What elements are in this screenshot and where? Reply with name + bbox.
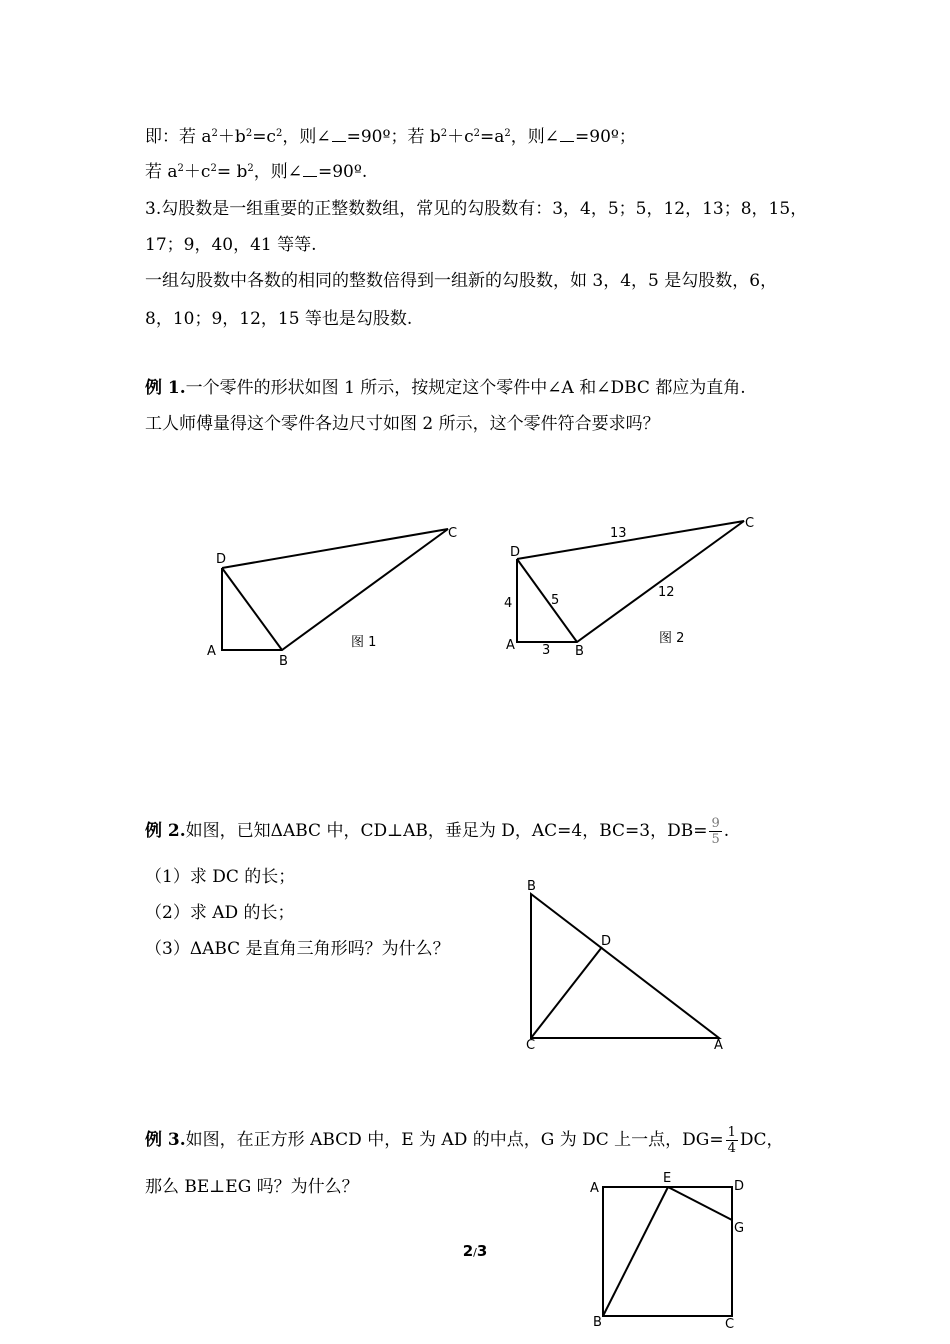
segment-eg [668,1187,732,1220]
figure-1-label-c: C [448,526,458,541]
figure-1-diagonal-db [222,568,282,650]
example-2-question-1: （1）求 DC 的长； [145,867,296,887]
figure-2-length-bc: 12 [658,585,675,600]
figure-2-caption: 图 2 [659,631,685,646]
figure-2-label-c: C [745,516,755,531]
label-c: C [725,1317,735,1332]
example-3-statement: 例 3.如图，在正方形 ABCD 中，E 为 AD 的中点，G 为 DC 上一点，DG= $\frac{1}{4}$ DC， [145,1125,784,1156]
figure-2-label-b: B [575,644,584,659]
figure-1-outline [222,529,448,650]
answer-blank [303,176,317,177]
answer-blank [332,141,346,142]
altitude-cd [531,947,602,1038]
figure-1 [200,515,480,675]
fraction-1-4: $\frac{1}{4}$ [727,1125,736,1156]
figure-2-length-ab: 3 [542,643,551,658]
answer-blank [560,141,574,142]
figure-2-label-d: D [510,545,521,560]
label-g: G [734,1221,745,1236]
pythagorean-triples-line-2: 17；9，40，41 等等. [145,235,317,255]
figure-2 [500,510,770,670]
figure-1-label-b: B [279,654,288,669]
figure-2-outline [517,521,744,642]
example-2-question-3: （3）ΔABC 是直角三角形吗？为什么？ [145,939,450,959]
figure-1-label-d: D [216,552,227,567]
example-3-label: 例 3. [145,1130,186,1150]
triangle-abc [531,894,719,1038]
figure-1-caption: 图 1 [351,635,377,650]
pythagorean-triples-line-3: 一组勾股数中各数的相同的整数倍得到一组新的勾股数，如 3，4，5 是勾股数，6， [145,271,778,291]
pythagorean-triples-line-1: 3.勾股数是一组重要的正整数数组，常见的勾股数有：3，4，5；5，12，13；8，15， [145,199,808,219]
label-d: D [734,1179,745,1194]
converse-line-2: 若 $a^2+c^2= b^2$，则∠ =90º. [145,162,368,182]
page-number [0,1242,950,1260]
label-a: A [714,1038,723,1053]
figure-2-label-a: A [506,638,515,653]
converse-line-1: 即：若 $a^2+b^2=c^2$，则∠ =90º；若 $b^2+c^2=a^2$，则∠ =90º； [145,127,636,147]
label-b: B [527,879,536,894]
example-3-question: 那么 BE⊥EG 吗？为什么？ [145,1177,359,1197]
figure-example-2 [520,875,740,1055]
label-d: D [601,934,612,949]
figure-2-length-ad: 4 [504,596,513,611]
example-1-label: 例 1. [145,378,186,398]
label-b: B [593,1315,602,1330]
label-e: E [663,1171,672,1186]
page-current: 2 [462,1242,474,1260]
figure-1-label-a: A [207,644,216,659]
label-a: A [590,1181,599,1196]
example-2-statement: 例 2.如图，已知ΔABC 中，CD⊥AB，垂足为 D，AC=4，BC=3，DB= $\frac{9}{5}$ . [145,816,730,847]
figure-2-diagonal-db [517,559,577,642]
example-1-line-2: 工人师傅量得这个零件各边尺寸如图 2 所示，这个零件符合要求吗？ [145,414,660,434]
pythagorean-triples-line-4: 8，10；9，12，15 等也是勾股数. [145,309,413,329]
example-1-line-1: 例 1.一个零件的形状如图 1 所示，按规定这个零件中∠A 和∠DBC 都应为直角. [145,378,746,398]
figure-2-length-dc: 13 [610,526,627,541]
page-total: 3 [476,1242,488,1260]
example-2-question-2: （2）求 AD 的长； [145,903,295,923]
page-separator: / [473,1246,477,1259]
label-c: C [526,1038,536,1053]
figure-2-length-db: 5 [551,593,560,608]
fraction-9-5: $\frac{9}{5}$ [711,816,720,847]
example-2-label: 例 2. [145,821,186,841]
